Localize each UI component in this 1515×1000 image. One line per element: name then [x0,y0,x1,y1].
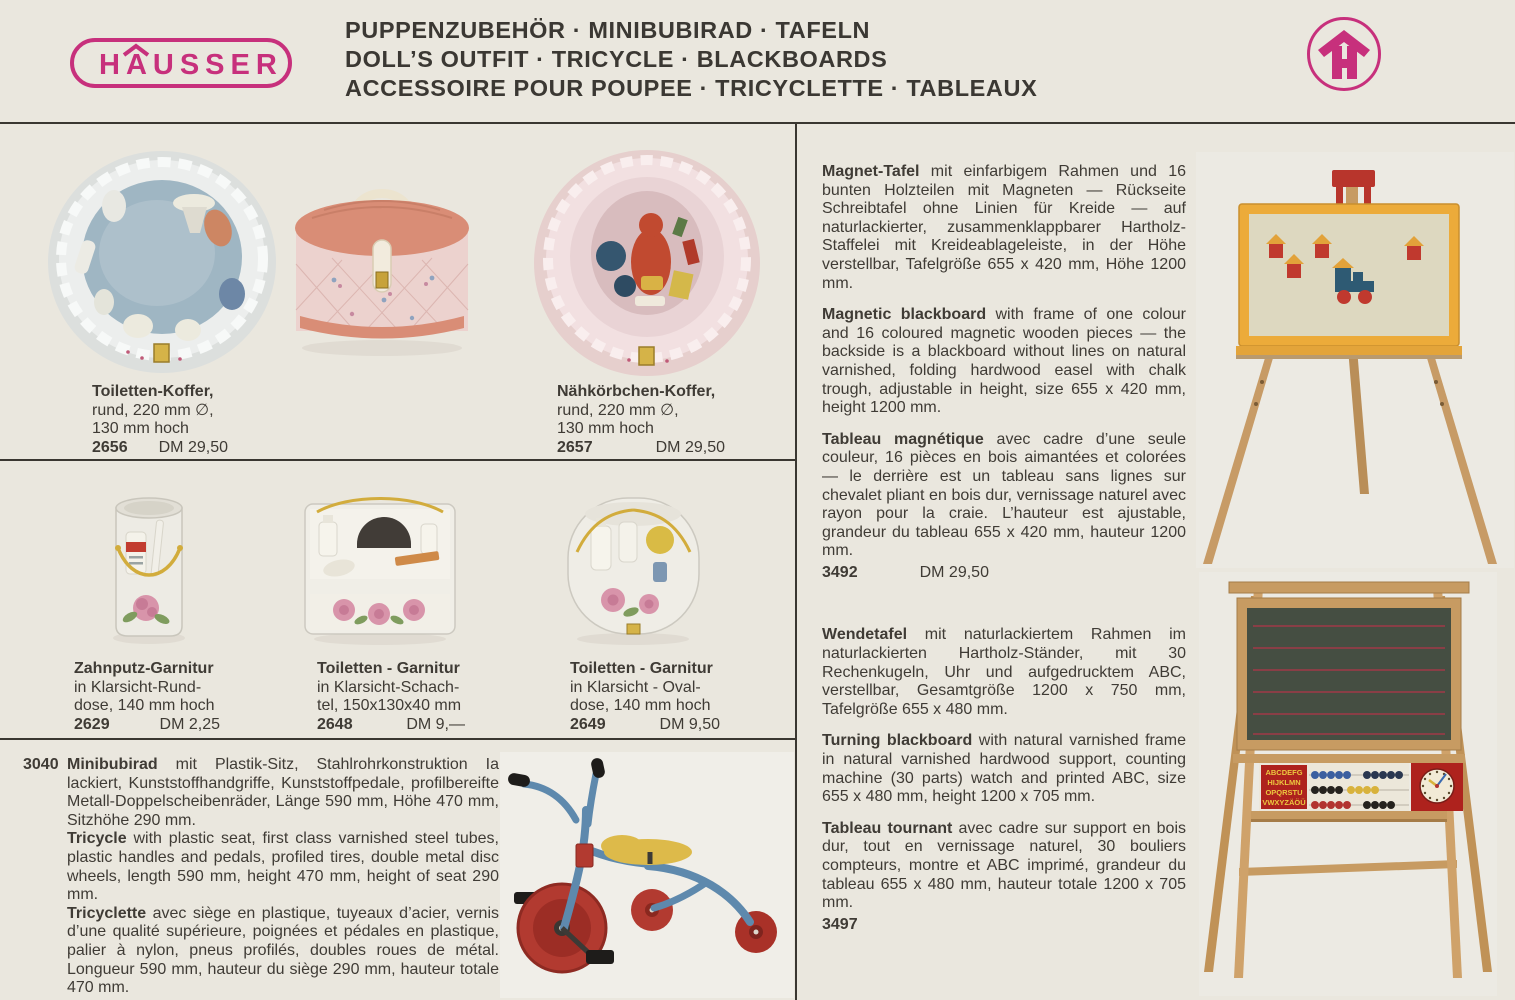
product-line: dose, 140 mm hoch [570,697,711,715]
para-lead: Magnet-Tafel [822,163,920,180]
abc-panel-line: VWXYZÄÖÜ [1262,798,1306,807]
naehkoerbchen-koffer-open-photo [527,146,767,379]
turning-blackboard-photo [1199,572,1497,996]
product-code: 3040 [23,756,59,773]
product-line: in Klarsicht - Oval- [570,678,701,696]
product-code: 2629 [74,715,110,733]
magnet-price-row [822,564,1186,583]
abc-panel-line: ABCDEFG [1265,768,1303,777]
zahnputz-garnitur-photo [102,486,197,648]
para-magnet-de: Magnet-Tafel mit einfarbigem Rahmen und 16 bunten Holzteilen mit Magneten — Rückseite Schreibtafel ohne Linien für Kreide — auf naturlackierter, zusammenklappbarer Hartholz-Staffelei mit Kreideablageleiste, in der Höhe verstellbar, Tafelgröße 655 x 420 mm, Höhe 1200 mm. [822,163,1186,292]
para-lead: Magnetic blackboard [822,306,987,324]
para-lead: Minibubirad [67,756,158,773]
product-price: DM 9,— [406,715,465,733]
page-title [345,16,1037,103]
turning-price-row [822,916,1186,935]
para-lead: Tricyclette [67,904,147,922]
product-name: Zahnputz-Garnitur [74,660,214,677]
product-code: 2648 [317,715,353,733]
logo-roof-icon [122,43,150,57]
caption-toiletten-garnitur-box [317,660,465,734]
product-code: 3492 [822,563,858,581]
product-price-row [92,439,228,458]
product-code: 2657 [557,438,593,456]
para-turning-de: Wendetafel mit naturlackiertem Rahmen im naturlackierten Hartholz-Ständer, mit 30 Rechenkugeln, Uhr und aufgedrucktem ABC, verstellbar, Gesamtgröße 1200 x 750 mm, Tafelgröße 655 x 480 mm. [822,626,1186,718]
caption-naehkoerbchen-koffer [557,383,725,457]
para-lead: Turning blackboard [822,732,973,750]
product-price: DM 2,25 [159,715,220,733]
caption-zahnputz-garnitur [74,660,220,734]
product-line: in Klarsicht-Schach- [317,678,460,696]
caption-toiletten-garnitur-oval [570,660,720,734]
tricycle-para-de: Minibubirad mit Plastik-Sitz, Stahlrohrkonstruktion Ia lackiert, Kunststoffhandgriffe, Kunststoffpedale, profilbereifte Metall-Doppelscheibenräder, Länge 590 mm, Höhe 470 mm, Sitzhöhe 290 mm. [67,756,499,829]
magnetic-blackboard-easel-photo [1196,152,1514,568]
product-name: Nähkörbchen-Koffer, [557,383,716,400]
para-lead: Tableau magnétique [822,430,984,448]
product-price: DM 29,50 [655,438,725,456]
product-line: tel, 150x130x40 mm [317,697,462,715]
product-price: DM 9,50 [659,715,720,733]
tricycle-para-en: Tricycle with plastic seat, first class varnished steel tubes, plastic handles and pedals, profiled tires, double metal disc wheels, length 590 mm, height 470 mm, height of seat 290 mm. [67,830,499,904]
para-magnet-en: Magnetic blackboard with frame of one colour and 16 coloured magnetic wooden pieces — the backside is a blackboard without lines on natural varnished, folding hardwood easel with chalk trough, adjustable in height, size 655 x 420 mm, height 1200 mm. [822,306,1186,417]
product-price-row [570,716,720,735]
product-name: Toiletten - Garnitur [317,660,460,677]
pink-case-closed-photo [292,168,472,364]
column-divider [795,122,797,1000]
product-line: 130 mm hoch [92,420,189,438]
para-magnet-fr: Tableau magnétique avec cadre d’une seule couleur, 16 pièces en bois aimantées et colorées — le derrière est un tableau sans lignes sur chevalet pliant en bois dur, vernissage naturel avec rayon pour la craie. L’hauteur est ajustable, grandeur du tableau 655 x 420 mm, hauteur 1200 mm. [822,430,1186,560]
title-fr: ACCESSOIRE POUR POUPEE · TRICYCLETTE · TABLEAUX [345,75,1038,101]
tricycle-text-block [23,756,499,998]
product-price: DM 29,50 [158,438,228,456]
product-name: Toiletten-Koffer, [92,383,214,400]
product-line: rund, 220 mm ∅, [92,401,214,419]
product-price: DM 29,50 [919,563,989,581]
para-turning-fr: Tableau tournant avec cadre sur support en bois dur, tout en vernissage naturel, 30 bouliers compteurs, montre et ABC imprimé, grandeur du tableau 655 x 480 mm, hauteur totale 1200 x 705 mm. [822,819,1187,912]
para-lead: Tricycle [67,830,127,848]
toiletten-garnitur-box-photo [299,492,461,646]
product-line: dose, 140 mm hoch [74,697,215,715]
product-line: in Klarsicht-Rund- [74,678,202,696]
title-en: DOLL’S OUTFIT · TRICYCLE · BLACKBOARDS [345,46,888,72]
hausser-house-icon [1306,16,1382,92]
abc-panel-line: OPQRSTU [1265,788,1303,797]
section-rule-2 [0,738,795,740]
para-lead: Tableau tournant [822,819,953,837]
caption-toiletten-koffer [92,383,228,457]
title-de: PUPPENZUBEHÖR · MINIBUBIRAD · TAFELN [345,17,871,43]
product-price-row [74,716,220,735]
para-turning-en: Turning blackboard with natural varnished frame in natural varnished hardwood support, counting machine (30 parts) watch and printed ABC, size 655 x 480 mm, height 1200 x 705 mm. [822,732,1187,806]
section-rule-1 [0,459,795,461]
product-price-row [557,439,725,458]
tricycle-photo [500,752,794,998]
product-code: 2649 [570,715,606,733]
para-lead: Wendetafel [822,626,908,644]
product-code: 2656 [92,438,128,456]
toiletten-koffer-open-photo [42,146,282,376]
tricycle-para-fr: Tricyclette avec siège en plastique, tuyeaux d’acier, vernis d’une qualité supérieure, poignées et pédales en plastique, palier à nylon, pneus profilés, doubles roues de métal. Longueur 590 mm, hauteur du siège 290 mm, hauteur totale 470 mm. [67,904,499,997]
header-rule [0,122,1515,124]
product-line: rund, 220 mm ∅, [557,401,679,419]
hausser-logo [70,38,292,88]
toiletten-garnitur-oval-photo [561,482,706,647]
abc-panel-line: HIJKLMN [1267,778,1301,787]
product-line: 130 mm hoch [557,420,654,438]
brand-text: HAUSSER [99,49,283,81]
product-price-row [317,716,465,735]
blackboards-text-column [822,163,1186,934]
product-name: Toiletten - Garnitur [570,660,713,677]
product-code: 3497 [822,915,858,933]
